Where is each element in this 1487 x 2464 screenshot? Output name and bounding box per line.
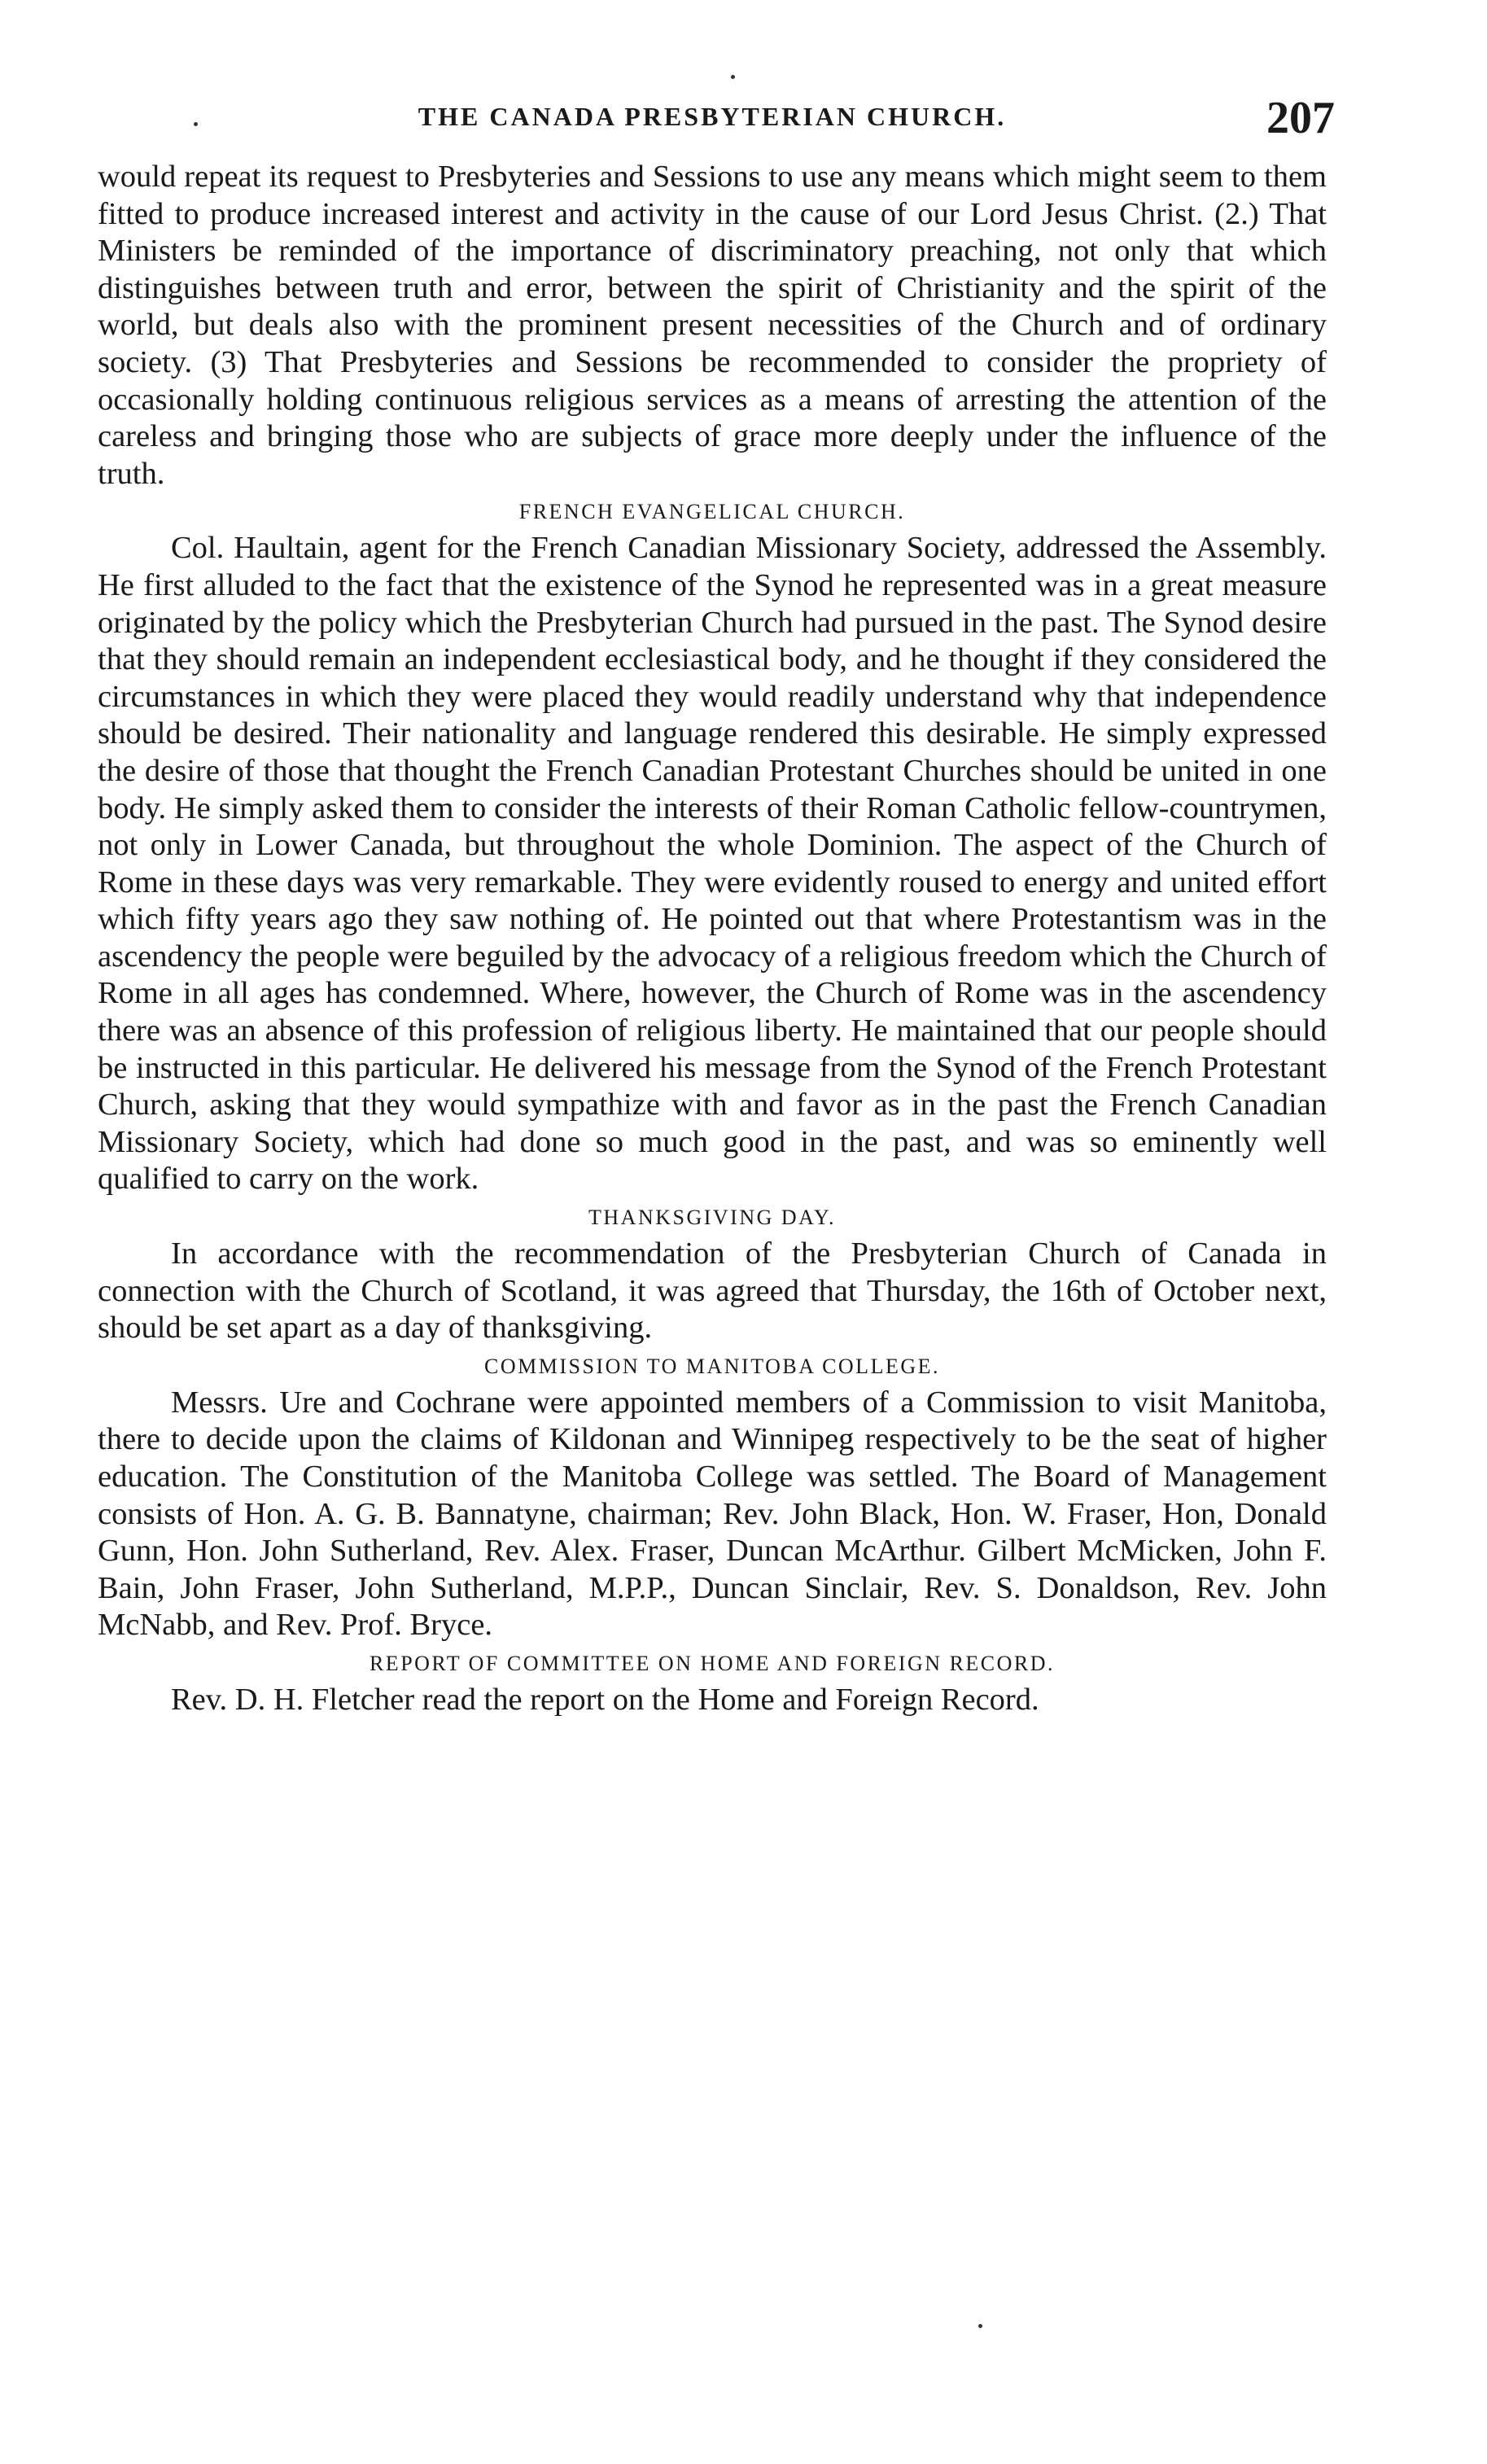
print-speck <box>978 2324 982 2328</box>
page-number: 207 <box>1266 93 1335 143</box>
print-speck <box>194 122 198 126</box>
paragraph-home-foreign-record: Rev. D. H. Fletcher read the report on the Home and Foreign Record. <box>171 1682 1039 1717</box>
running-title: THE CANADA PRESBYTERIAN CHURCH. <box>418 102 1007 131</box>
book-page <box>98 93 1335 1719</box>
paragraph-commission-manitoba-college: Messrs. Ure and Cochrane were appointed members of a Commission to visit Manitoba, there to decide upon the claims of Kildonan and Winnipeg respectively to be the seat of higher education. The Constitution of the Manitoba College was settled. The Board of Management consists of Hon. A. G. B. Bannatyne, chairman; Rev. John Black, Hon. W. Fraser, Hon, Donald Gunn, Hon. John Sutherland, Rev. Alex. Fraser, Duncan McArthur. Gilbert McMicken, John F. Bain, John Fraser, John Sutherland, M.P.P., Duncan Sinclair, Rev. S. Donaldson, Rev. John McNabb, and Rev. Prof. Bryce. <box>98 1385 1327 1643</box>
section-heading-french-evangelical-church: FRENCH EVANGELICAL CHURCH. <box>518 500 906 524</box>
print-speck <box>731 75 735 79</box>
section-heading-thanksgiving-day: THANKSGIVING DAY. <box>588 1206 836 1230</box>
paragraph-french-evangelical-church: Col. Haultain, agent for the French Canadian Missionary Society, addressed the Assembly. He first alluded to the fact that the existence of the Synod he represented was in a great measure originated by the policy which the Presbyterian Church had pursued in the past. The Synod desire that they should remain an independent ecclesiastical body, and he thought if they considered the circumstances in which they were placed they would readily understand why that independence should be desired. Their nationality and language rendered this desirable. He simply expressed the desire of those that thought the French Canadian Protestant Churches should be united in one body. He simply asked them to consider the interests of their Roman Catholic fellow-countrymen, not only in Lower Canada, but throughout the whole Dominion. The aspect of the Church of Rome in these days was very remarkable. They were evidently roused to energy and united effort which fifty years ago they saw nothing of. He pointed out that where Protestantism was in the ascendency the people were beguiled by the advocacy of a religious freedom which the Church of Rome in all ages has condemned. Where, however, the Church of Rome was in the ascendency there was an absence of this profession of religious liberty. He maintained that our people should be instructed in this particular. He delivered his message from the Synod of the French Protestant Church, asking that they would sympathize with and favor as in the past the French Canadian Missionary Society, which had done so much good in the past, and was so eminently well qualified to carry on the work. <box>98 531 1327 1197</box>
paragraph-thanksgiving-day: In accordance with the recommendation of the Presbyterian Church of Canada in connection with the Church of Scotland, it was agreed that Thursday, the 16th of October next, should be set apart as a day of thanksgiving. <box>98 1236 1327 1346</box>
section-heading-commission-manitoba-college: COMMISSION TO MANITOBA COLLEGE. <box>484 1354 940 1378</box>
section-heading-home-foreign-record: REPORT OF COMMITTEE ON HOME AND FOREIGN RECORD. <box>369 1651 1056 1675</box>
running-head <box>98 93 1335 159</box>
continuation-paragraph: would repeat its request to Presbyteries and Sessions to use any means which might seem to them fitted to produce increased interest and activity in the cause of our Lord Jesus Christ. (2.) That Ministers be reminded of the importance of discriminatory preaching, not only that which distinguishes between truth and error, between the spirit of Christianity and the spirit of the world, but deals also with the prominent present necessities of the Church and of ordinary society. (3) That Presbyteries and Sessions be recommended to consider the propriety of occasionally holding continuous religious services as a means of arresting the attention of the careless and bringing those who are subjects of grace more deeply under the influence of the truth. <box>98 160 1327 491</box>
